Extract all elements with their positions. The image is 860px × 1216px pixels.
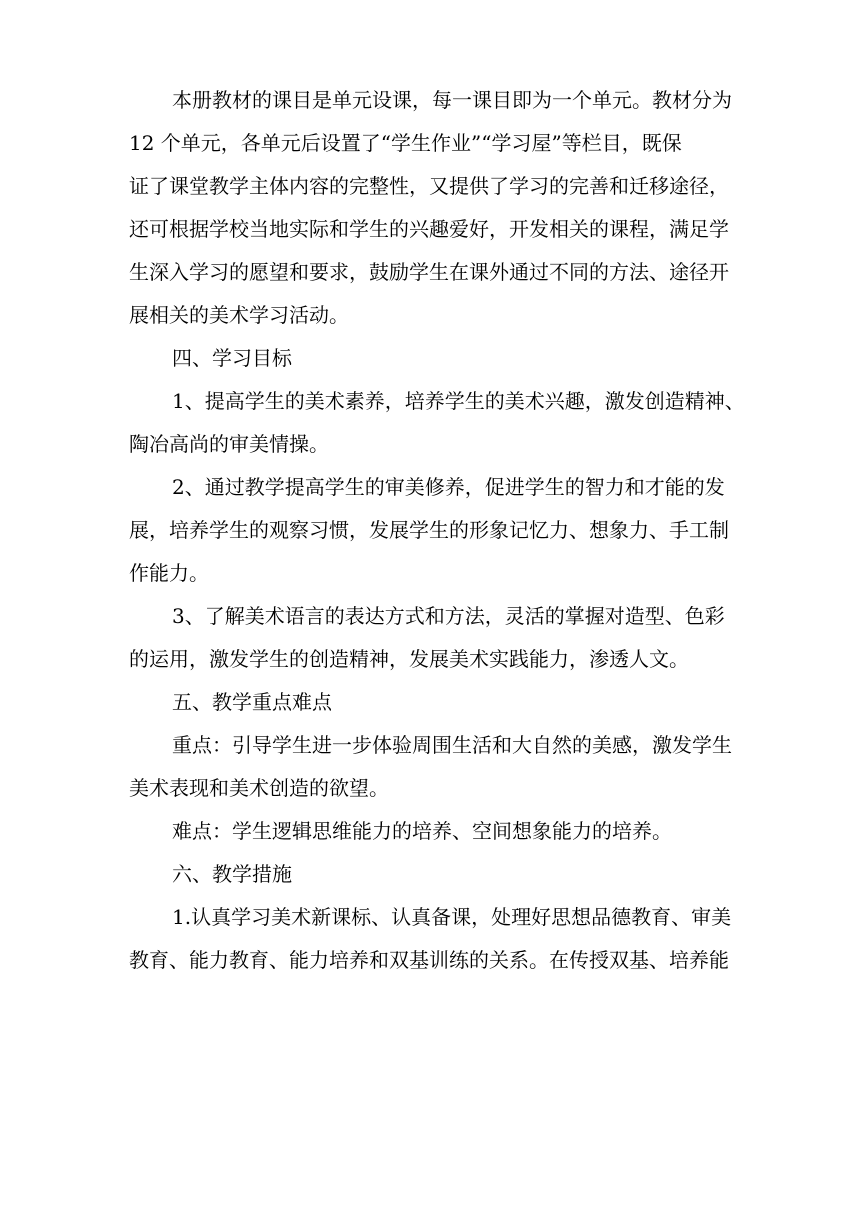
text-line: 1.认真学习美术新课标、认真备课，处理好思想品德教育、审美 [172,905,732,929]
text-line: 展相关的美术学习活动。 [129,303,349,327]
text-line: 展，培养学生的观察习惯，发展学生的形象记忆力、想象力、手工制 [129,518,729,542]
text-line: 2、通过教学提高学生的审美修养，促进学生的智力和才能的发 [172,475,725,499]
text-line: 还可根据学校当地实际和学生的兴趣爱好，开发相关的课程，满足学 [129,217,729,241]
text-line: 陶冶高尚的审美情操。 [129,432,329,456]
section-heading: 五、教学重点难点 [172,690,332,714]
text-line: 生深入学习的愿望和要求，鼓励学生在课外通过不同的方法、途径开 [129,260,729,284]
text-line: 本册教材的课目是单元设课，每一课目即为一个单元。教材分为 [172,88,732,112]
text-line: 作能力。 [129,561,209,585]
text-line: 教育、能力教育、能力培养和双基训练的关系。在传授双基、培养能 [129,948,729,972]
text-line: 证了课堂教学主体内容的完整性，又提供了学习的完善和迁移途径， [129,174,729,198]
text-line: 难点：学生逻辑思维能力的培养、空间想象能力的培养。 [172,819,672,843]
text-line: 12 个单元，各单元后设置了“学生作业”“学习屋”等栏目，既保 [129,131,682,155]
section-heading: 六、教学措施 [172,862,292,886]
text-line: 的运用，激发学生的创造精神，发展美术实践能力，渗透人文。 [129,647,689,671]
section-heading: 四、学习目标 [172,346,292,370]
text-line: 3、了解美术语言的表达方式和方法，灵活的掌握对造型、色彩 [172,604,725,628]
text-line: 美术表现和美术创造的欲望。 [129,776,389,800]
text-line: 1、提高学生的美术素养，培养学生的美术兴趣，激发创造精神、 [172,389,745,413]
text-line: 重点：引导学生进一步体验周围生活和大自然的美感，激发学生 [172,733,732,757]
